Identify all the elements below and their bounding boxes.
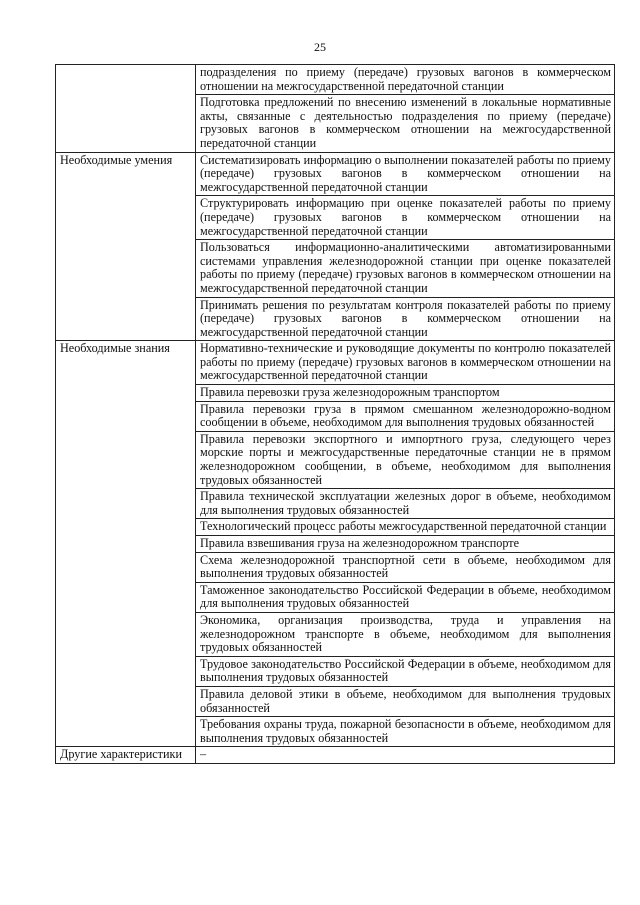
row-text: Технологический процесс работы межгосударственной передаточной станции [196,519,615,536]
row-label-skills: Необходимые умения [56,152,196,341]
table-row [56,65,615,95]
row-text: Правила технической эксплуатации железных дорог в объеме, необходимом для выполнения трудовых обязанностей [196,489,615,519]
row-text: Трудовое законодательство Российской Федерации в объеме, необходимом для выполнения трудовых обязанностей [196,656,615,686]
row-text: Структурировать информацию при оценке показателей работы по приему (передаче) грузовых вагонов в коммерческом отношении на межгосударственной передаточной станции [196,196,615,240]
row-label-other: Другие характеристики [56,747,196,764]
row-text: Правила перевозки груза в прямом смешанном железнодорожно-водном сообщении в объеме, необходимом для выполнения трудовых обязанностей [196,401,615,431]
row-text: Нормативно-технические и руководящие документы по контролю показателей работы по приему (передаче) грузовых вагонов в коммерческом отношении на межгосударственной передаточной станции [196,341,615,385]
row-text: Экономика, организация производства, труда и управления на железнодорожном транспорте в объеме, необходимом для выполнения трудовых обязанностей [196,612,615,656]
row-text: Систематизировать информацию о выполнении показателей работы по приему (передаче) грузовых вагонов в коммерческом отношении на межгосударственной передаточной станции [196,152,615,196]
row-text: Правила деловой этики в объеме, необходимом для выполнения трудовых обязанностей [196,686,615,716]
row-text: подразделения по приему (передаче) грузовых вагонов в коммерческом отношении на межгосударственной передаточной станции [196,65,615,95]
page-number: 25 [314,40,326,54]
row-text: Правила перевозки экспортного и импортного груза, следующего через морские порты и межгосударственные передаточные станции не в прямом железнодорожном сообщении, в объеме, необходимом для выполнения трудовых обязанностей [196,431,615,488]
row-text: Пользоваться информационно-аналитическими автоматизированными системами управления железнодорожной станции при оценке показателей работы по приему (передаче) грузовых вагонов в коммерческом отношении на межгосударственной передаточной станции [196,240,615,297]
row-text: Таможенное законодательство Российской Федерации в объеме, необходимом для выполнения трудовых обязанностей [196,582,615,612]
table-row [56,747,615,764]
row-label [56,65,196,153]
row-text: Правила взвешивания груза на железнодорожном транспорте [196,536,615,553]
table-row [56,341,615,385]
row-text: Подготовка предложений по внесению изменений в локальные нормативные акты, связанные с деятельностью подразделения по приему (передаче) грузовых вагонов в коммерческом отношении на межгосударственной передаточной станции [196,95,615,152]
row-text: Требования охраны труда, пожарной безопасности в объеме, необходимом для выполнения трудовых обязанностей [196,717,615,747]
table-row [56,152,615,196]
row-text: Принимать решения по результатам контроля показателей работы по приему (передаче) грузовых вагонов в коммерческом отношении на межгосударственной передаточной станции [196,297,615,341]
row-text: – [196,747,615,764]
row-text: Схема железнодорожной транспортной сети в объеме, необходимом для выполнения трудовых обязанностей [196,552,615,582]
requirements-table [55,64,615,764]
row-text: Правила перевозки груза железнодорожным транспортом [196,385,615,402]
row-label-knowledge: Необходимые знания [56,341,196,747]
